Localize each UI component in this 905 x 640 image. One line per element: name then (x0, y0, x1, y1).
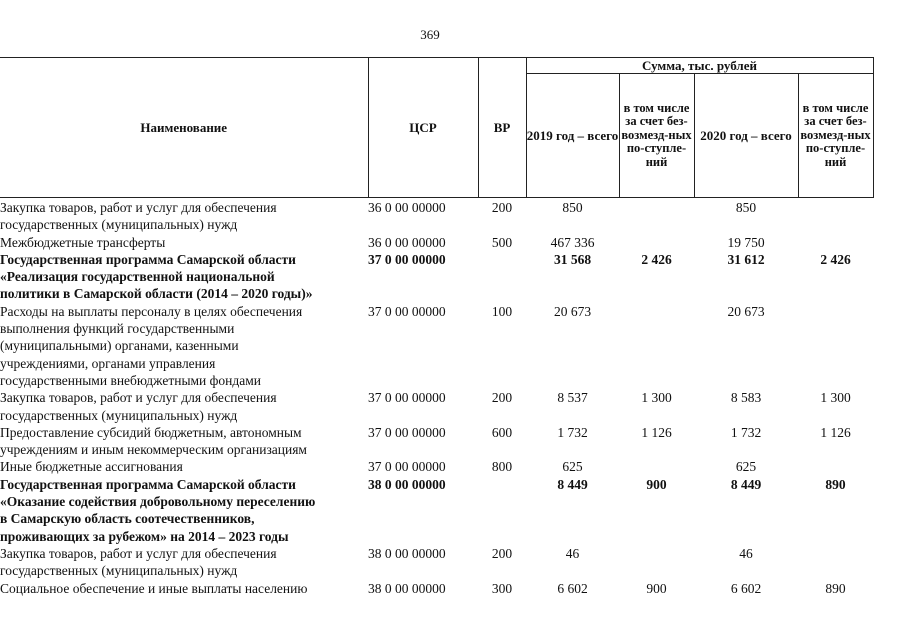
row-name-line: «Оказание содействия добровольному переселению (0, 494, 316, 510)
row-name-line: (муниципальными) органами, казенными (0, 338, 239, 354)
table-row (0, 251, 873, 303)
row-2019-total: 8 537 (557, 390, 588, 406)
row-name-line: Расходы на выплаты персоналу в целях обеспечения (0, 303, 303, 319)
header-name: Наименование (0, 58, 368, 198)
row-name-line: Государственная программа Самарской области (0, 476, 296, 492)
row-2019-free (619, 303, 694, 389)
row-name (0, 303, 368, 389)
row-name-line: Закупка товаров, работ и услуг для обеспечения (0, 390, 277, 406)
row-2020-free: 1 126 (820, 424, 851, 440)
table-row (0, 198, 873, 234)
row-vr (478, 251, 526, 303)
row-2019-total: 6 602 (557, 580, 588, 596)
row-2020-total: 46 (739, 545, 753, 561)
row-csr: 37 0 00 00000 (368, 390, 446, 406)
row-name-line: Межбюджетные трансферты (0, 234, 166, 250)
row-2020-total: 625 (735, 459, 757, 475)
row-vr: 800 (491, 459, 513, 475)
row-vr: 600 (491, 424, 513, 440)
row-2019-free: 1 300 (641, 390, 672, 406)
header-csr: ЦСР (368, 58, 478, 198)
row-name-line: Предоставление субсидий бюджетным, автономным (0, 424, 302, 440)
row-2020-free (798, 545, 873, 580)
row-name-line: учреждениям и иным некоммерческим организациям (0, 442, 307, 458)
row-vr: 100 (491, 303, 513, 319)
row-2020-free: 2 426 (820, 251, 851, 267)
row-csr: 36 0 00 00000 (368, 200, 446, 215)
row-vr: 200 (491, 390, 513, 406)
row-2019-free: 1 126 (641, 424, 672, 440)
table-row (0, 580, 873, 597)
row-name-line: Государственная программа Самарской области (0, 251, 296, 267)
row-name-line: Социальное обеспечение и иные выплаты населению (0, 580, 308, 596)
row-2019-total: 8 449 (557, 476, 588, 492)
row-2019-free (619, 234, 694, 251)
row-vr (478, 476, 526, 545)
row-name-line: выполнения функций государственными (0, 321, 235, 337)
row-name-line: государственных (муниципальных) нужд (0, 217, 238, 233)
row-2020-total: 850 (735, 200, 757, 215)
row-vr: 200 (491, 200, 513, 215)
row-2019-total: 20 673 (553, 303, 592, 319)
row-2019-free (619, 458, 694, 475)
row-2020-total: 19 750 (727, 234, 765, 250)
row-name-line: Иные бюджетные ассигнования (0, 459, 183, 475)
row-name (0, 198, 368, 234)
row-2019-total: 850 (562, 200, 583, 215)
row-csr: 37 0 00 00000 (368, 251, 446, 267)
row-csr: 37 0 00 00000 (368, 303, 446, 319)
row-2020-total: 31 612 (727, 251, 765, 267)
row-name-line: в Самарскую область соотечественников, (0, 511, 255, 527)
table-header (0, 58, 873, 198)
row-2019-total: 31 568 (553, 251, 592, 267)
header-2019-free: в том числе за счет без-возмезд-ных по-ступле-ний (619, 74, 694, 198)
row-2019-free: 2 426 (641, 251, 672, 267)
row-2019-total: 467 336 (550, 234, 595, 250)
row-csr: 38 0 00 00000 (368, 580, 446, 596)
row-2019-free (619, 198, 694, 234)
row-csr: 37 0 00 00000 (368, 459, 446, 475)
row-vr: 200 (491, 545, 513, 561)
row-name-line: Закупка товаров, работ и услуг для обеспечения (0, 200, 277, 215)
row-name (0, 545, 368, 580)
budget-table (0, 57, 874, 597)
row-name-line: «Реализация государственной национальной (0, 269, 275, 285)
table-row (0, 389, 873, 424)
row-2019-total: 1 732 (557, 424, 588, 440)
row-2020-total: 8 449 (730, 476, 762, 492)
row-csr: 36 0 00 00000 (368, 234, 446, 250)
table-row (0, 303, 873, 389)
row-name (0, 424, 368, 459)
row-2020-total: 8 583 (730, 390, 762, 406)
row-name (0, 476, 368, 545)
table-row (0, 545, 873, 580)
page-number: 369 (420, 27, 440, 42)
row-name-line: учреждениями, органами управления (0, 355, 216, 371)
row-2020-free: 890 (825, 476, 846, 492)
row-2020-free: 1 300 (820, 390, 851, 406)
row-csr: 38 0 00 00000 (368, 476, 446, 492)
table-row (0, 424, 873, 459)
row-2020-free: 890 (825, 580, 846, 596)
header-vr: ВР (478, 58, 526, 198)
row-vr: 300 (491, 580, 513, 596)
header-sum-group: Сумма, тыс. рублей (526, 58, 873, 74)
row-2020-free (798, 234, 873, 251)
table-body (0, 198, 873, 597)
row-name-line: Закупка товаров, работ и услуг для обеспечения (0, 545, 277, 561)
row-2020-total: 1 732 (730, 424, 762, 440)
row-2019-free (619, 545, 694, 580)
row-2019-free: 900 (646, 476, 667, 492)
row-2019-total: 46 (565, 545, 580, 561)
row-2020-total: 6 602 (730, 580, 762, 596)
row-name-line: государственных (муниципальных) нужд (0, 407, 238, 423)
row-name-line: государственными внебюджетными фондами (0, 372, 262, 388)
row-csr: 37 0 00 00000 (368, 424, 446, 440)
header-2019-total: 2019 год – всего (526, 74, 619, 198)
row-2019-free: 900 (646, 580, 667, 596)
row-name (0, 458, 368, 475)
row-name (0, 389, 368, 424)
row-name (0, 234, 368, 251)
row-2020-total: 20 673 (727, 303, 765, 319)
table-row (0, 234, 873, 251)
row-name (0, 251, 368, 303)
row-name-line: государственных (муниципальных) нужд (0, 563, 238, 579)
row-name-line: политики в Самарской области (2014 – 2020 годы)» (0, 286, 313, 302)
row-csr: 38 0 00 00000 (368, 545, 446, 561)
header-2020-free: в том числе за счет без-возмезд-ных по-ступле-ний (798, 74, 873, 198)
table-row (0, 458, 873, 475)
row-2020-free (798, 458, 873, 475)
header-2020-total: 2020 год – всего (694, 74, 798, 198)
row-name-line: проживающих за рубежом» на 2014 – 2023 годы (0, 528, 289, 544)
row-vr: 500 (491, 234, 513, 250)
table-row (0, 476, 873, 545)
row-2019-total: 625 (562, 459, 583, 475)
row-name (0, 580, 368, 597)
row-2020-free (798, 303, 873, 389)
row-2020-free (798, 198, 873, 234)
